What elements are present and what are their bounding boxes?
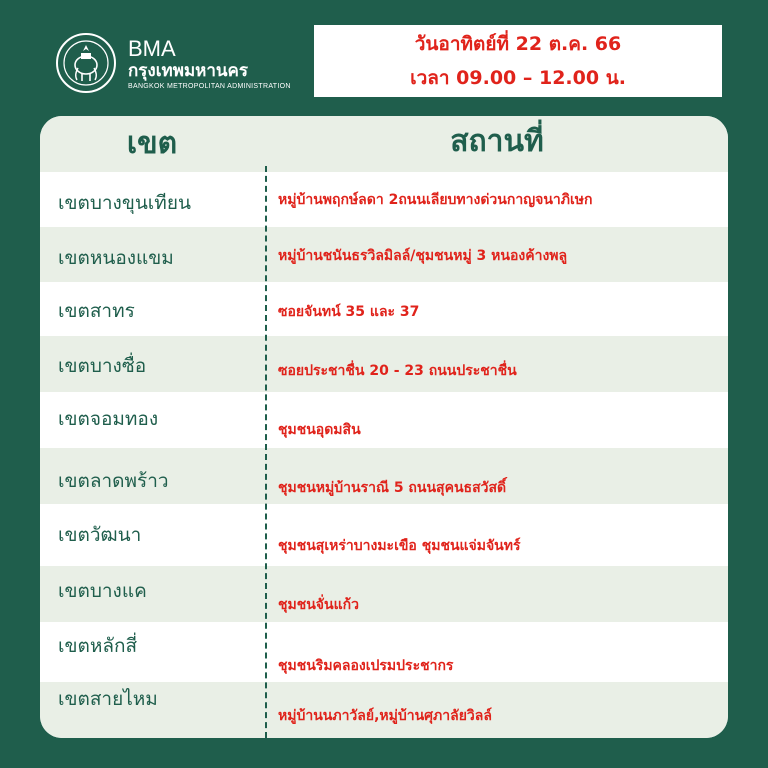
brand-name-en: BMA <box>128 36 176 61</box>
district-cell: เขตวัฒนา <box>58 524 142 546</box>
header-location: สถานที่ <box>450 124 544 159</box>
district-cell: เขตหลักสี่ <box>58 635 138 657</box>
table-row <box>40 172 728 227</box>
event-datetime-box <box>314 25 722 97</box>
table-row <box>40 448 728 504</box>
district-cell: เขตหนองแขม <box>58 247 174 269</box>
location-cell: ซอยจันทน์ 35 และ 37 <box>278 304 420 320</box>
table-row <box>40 282 728 336</box>
location-cell: ชุมชนหมู่บ้านราณี 5 ถนนสุคนธสวัสดิ์ <box>278 480 507 496</box>
district-cell: เขตสายไหม <box>58 688 158 710</box>
table-row <box>40 622 728 682</box>
brand-name-th: กรุงเทพมหานคร <box>128 61 249 81</box>
location-cell: ชุมชนจั่นแก้ว <box>278 597 359 613</box>
location-cell: หมู่บ้านพฤกษ์ลดา 2ถนนเลียบทางด่วนกาญจนาภิเษก <box>278 192 593 208</box>
location-cell: ซอยประชาชื่น 20 - 23 ถนนประชาชื่น <box>278 363 517 379</box>
header-district: เขต <box>126 126 178 161</box>
table-row <box>40 392 728 448</box>
event-time: เวลา 09.00 – 12.00 น. <box>410 67 626 89</box>
table-row <box>40 504 728 566</box>
bma-seal-icon <box>56 33 116 93</box>
bma-logo <box>56 30 306 100</box>
district-cell: เขตสาทร <box>58 300 135 322</box>
location-cell: ชุมชนริมคลองเปรมประชากร <box>278 658 454 674</box>
district-cell: เขตจอมทอง <box>58 408 159 430</box>
table-row <box>40 566 728 622</box>
location-cell: หมู่บ้านนภาวัลย์,หมู่บ้านศุภาลัยวิลล์ <box>278 708 492 724</box>
table-row <box>40 227 728 282</box>
column-divider <box>265 166 267 738</box>
district-cell: เขตบางแค <box>58 580 147 602</box>
district-cell: เขตบางขุนเทียน <box>58 192 191 214</box>
event-date: วันอาทิตย์ที่ 22 ต.ค. 66 <box>414 33 622 55</box>
brand-subtitle: BANGKOK METROPOLITAN ADMINISTRATION <box>128 83 291 90</box>
table-row <box>40 336 728 392</box>
location-cell: ชุมชนสุเหร่าบางมะเขือ ชุมชนแจ่มจันทร์ <box>278 538 521 554</box>
schedule-table <box>40 116 728 738</box>
table-header <box>40 116 728 172</box>
table-row <box>40 682 728 738</box>
district-cell: เขตบางซื่อ <box>58 355 147 377</box>
district-cell: เขตลาดพร้าว <box>58 470 169 492</box>
location-cell: หมู่บ้านชนันธรวิลมิลล์/ชุมชนหมู่ 3 หนองค้างพลู <box>278 248 568 264</box>
location-cell: ชุมชนอุดมสิน <box>278 422 361 438</box>
